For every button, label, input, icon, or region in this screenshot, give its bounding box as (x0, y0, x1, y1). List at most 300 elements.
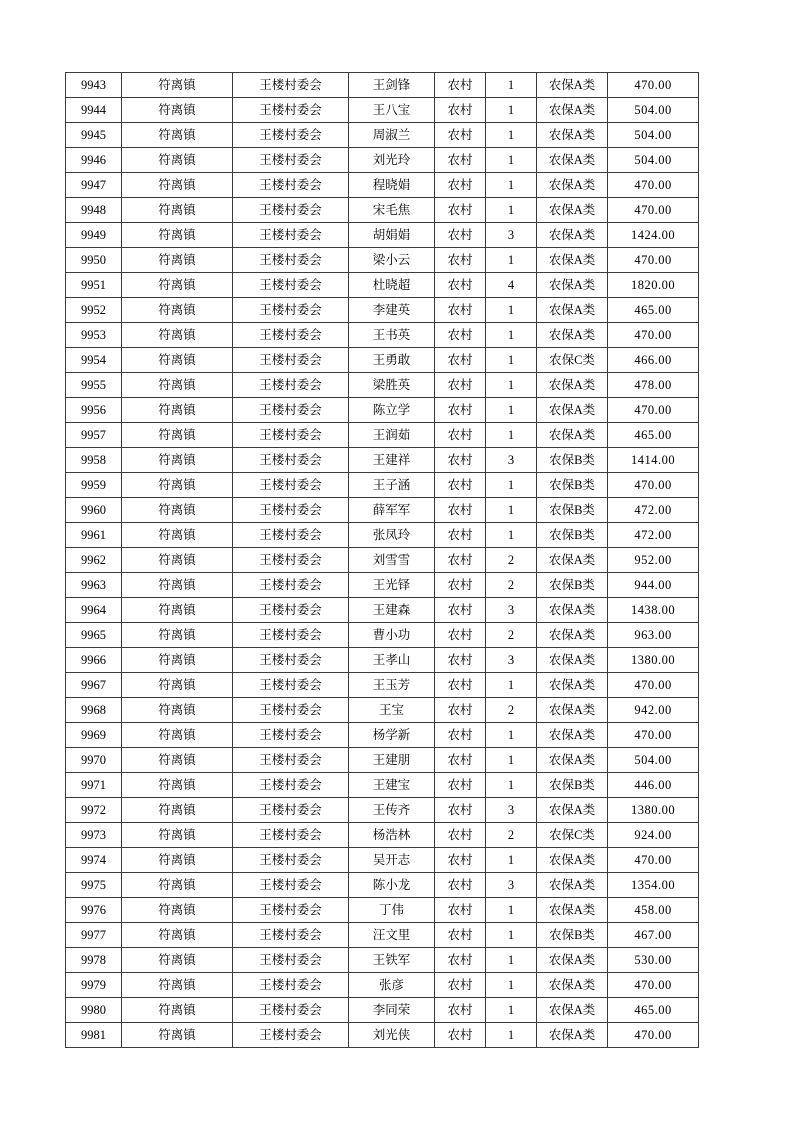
cell-town: 符离镇 (122, 848, 233, 873)
cell-village_committee: 王楼村委会 (233, 373, 349, 398)
cell-village_committee: 王楼村委会 (233, 848, 349, 873)
cell-serial: 9972 (66, 798, 122, 823)
cell-amount: 470.00 (608, 848, 699, 873)
cell-town: 符离镇 (122, 773, 233, 798)
cell-village_committee: 王楼村委会 (233, 548, 349, 573)
cell-insurance_category: 农保B类 (537, 573, 608, 598)
cell-person_count: 1 (486, 373, 537, 398)
cell-town: 符离镇 (122, 873, 233, 898)
cell-village_committee: 王楼村委会 (233, 598, 349, 623)
cell-amount: 470.00 (608, 198, 699, 223)
table-row (66, 673, 699, 698)
cell-amount: 504.00 (608, 98, 699, 123)
cell-serial: 9960 (66, 498, 122, 523)
cell-amount: 470.00 (608, 473, 699, 498)
cell-serial: 9967 (66, 673, 122, 698)
cell-insurance_category: 农保B类 (537, 448, 608, 473)
cell-person_count: 1 (486, 848, 537, 873)
cell-village_committee: 王楼村委会 (233, 448, 349, 473)
cell-name: 王建祥 (349, 448, 435, 473)
cell-amount: 458.00 (608, 898, 699, 923)
cell-residence_type: 农村 (435, 198, 486, 223)
cell-residence_type: 农村 (435, 123, 486, 148)
cell-person_count: 1 (486, 123, 537, 148)
cell-residence_type: 农村 (435, 448, 486, 473)
cell-amount: 530.00 (608, 948, 699, 973)
cell-insurance_category: 农保A类 (537, 548, 608, 573)
table-row (66, 248, 699, 273)
cell-insurance_category: 农保A类 (537, 648, 608, 673)
cell-person_count: 1 (486, 948, 537, 973)
cell-town: 符离镇 (122, 373, 233, 398)
cell-residence_type: 农村 (435, 923, 486, 948)
cell-name: 王传齐 (349, 798, 435, 823)
cell-insurance_category: 农保A类 (537, 598, 608, 623)
cell-name: 王建宝 (349, 773, 435, 798)
cell-name: 程晓娟 (349, 173, 435, 198)
table-row (66, 698, 699, 723)
cell-amount: 470.00 (608, 723, 699, 748)
table-row (66, 348, 699, 373)
cell-residence_type: 农村 (435, 723, 486, 748)
cell-residence_type: 农村 (435, 773, 486, 798)
cell-village_committee: 王楼村委会 (233, 948, 349, 973)
cell-town: 符离镇 (122, 623, 233, 648)
cell-serial: 9966 (66, 648, 122, 673)
cell-person_count: 1 (486, 523, 537, 548)
cell-insurance_category: 农保B类 (537, 773, 608, 798)
cell-person_count: 1 (486, 323, 537, 348)
cell-village_committee: 王楼村委会 (233, 498, 349, 523)
cell-serial: 9964 (66, 598, 122, 623)
cell-insurance_category: 农保A类 (537, 198, 608, 223)
cell-amount: 504.00 (608, 123, 699, 148)
cell-serial: 9979 (66, 973, 122, 998)
cell-village_committee: 王楼村委会 (233, 323, 349, 348)
table-row (66, 473, 699, 498)
cell-name: 王八宝 (349, 98, 435, 123)
cell-town: 符离镇 (122, 1023, 233, 1048)
cell-village_committee: 王楼村委会 (233, 873, 349, 898)
cell-serial: 9976 (66, 898, 122, 923)
cell-serial: 9980 (66, 998, 122, 1023)
cell-town: 符离镇 (122, 198, 233, 223)
cell-amount: 942.00 (608, 698, 699, 723)
cell-village_committee: 王楼村委会 (233, 198, 349, 223)
cell-name: 梁小云 (349, 248, 435, 273)
cell-amount: 504.00 (608, 148, 699, 173)
cell-village_committee: 王楼村委会 (233, 723, 349, 748)
cell-town: 符离镇 (122, 598, 233, 623)
cell-village_committee: 王楼村委会 (233, 223, 349, 248)
table-row (66, 948, 699, 973)
cell-residence_type: 农村 (435, 248, 486, 273)
cell-amount: 472.00 (608, 498, 699, 523)
cell-town: 符离镇 (122, 523, 233, 548)
cell-name: 汪文里 (349, 923, 435, 948)
cell-person_count: 2 (486, 698, 537, 723)
cell-person_count: 1 (486, 1023, 537, 1048)
cell-serial: 9975 (66, 873, 122, 898)
cell-name: 王铁军 (349, 948, 435, 973)
cell-name: 陈小龙 (349, 873, 435, 898)
table-row (66, 823, 699, 848)
cell-village_committee: 王楼村委会 (233, 998, 349, 1023)
cell-name: 王宝 (349, 698, 435, 723)
table-row (66, 773, 699, 798)
cell-person_count: 2 (486, 548, 537, 573)
table-row (66, 98, 699, 123)
cell-residence_type: 农村 (435, 798, 486, 823)
cell-insurance_category: 农保B类 (537, 498, 608, 523)
cell-amount: 1424.00 (608, 223, 699, 248)
cell-amount: 466.00 (608, 348, 699, 373)
cell-residence_type: 农村 (435, 748, 486, 773)
cell-person_count: 3 (486, 448, 537, 473)
cell-village_committee: 王楼村委会 (233, 173, 349, 198)
cell-insurance_category: 农保A类 (537, 123, 608, 148)
cell-village_committee: 王楼村委会 (233, 148, 349, 173)
cell-village_committee: 王楼村委会 (233, 523, 349, 548)
cell-residence_type: 农村 (435, 673, 486, 698)
cell-name: 杨浩林 (349, 823, 435, 848)
cell-serial: 9962 (66, 548, 122, 573)
cell-village_committee: 王楼村委会 (233, 823, 349, 848)
cell-insurance_category: 农保A类 (537, 948, 608, 973)
cell-town: 符离镇 (122, 698, 233, 723)
cell-amount: 467.00 (608, 923, 699, 948)
cell-village_committee: 王楼村委会 (233, 573, 349, 598)
table-row (66, 748, 699, 773)
cell-name: 刘雪雪 (349, 548, 435, 573)
cell-person_count: 2 (486, 623, 537, 648)
cell-village_committee: 王楼村委会 (233, 298, 349, 323)
table-row (66, 198, 699, 223)
cell-name: 王剑锋 (349, 73, 435, 98)
cell-serial: 9952 (66, 298, 122, 323)
cell-serial: 9955 (66, 373, 122, 398)
cell-residence_type: 农村 (435, 1023, 486, 1048)
cell-person_count: 1 (486, 173, 537, 198)
cell-residence_type: 农村 (435, 523, 486, 548)
cell-name: 王润茹 (349, 423, 435, 448)
table-row (66, 173, 699, 198)
cell-amount: 470.00 (608, 673, 699, 698)
table-row (66, 873, 699, 898)
cell-serial: 9949 (66, 223, 122, 248)
cell-town: 符离镇 (122, 898, 233, 923)
cell-person_count: 4 (486, 273, 537, 298)
table-row (66, 598, 699, 623)
table-row (66, 923, 699, 948)
cell-town: 符离镇 (122, 748, 233, 773)
pension-payment-table-body (66, 73, 699, 1048)
cell-person_count: 1 (486, 348, 537, 373)
cell-town: 符离镇 (122, 823, 233, 848)
cell-residence_type: 农村 (435, 73, 486, 98)
cell-person_count: 1 (486, 723, 537, 748)
cell-serial: 9957 (66, 423, 122, 448)
cell-insurance_category: 农保B类 (537, 923, 608, 948)
table-row (66, 73, 699, 98)
cell-village_committee: 王楼村委会 (233, 248, 349, 273)
cell-serial: 9947 (66, 173, 122, 198)
cell-name: 张彦 (349, 973, 435, 998)
cell-insurance_category: 农保A类 (537, 73, 608, 98)
cell-town: 符离镇 (122, 323, 233, 348)
cell-insurance_category: 农保A类 (537, 973, 608, 998)
cell-town: 符离镇 (122, 673, 233, 698)
cell-serial: 9963 (66, 573, 122, 598)
cell-amount: 446.00 (608, 773, 699, 798)
table-row (66, 398, 699, 423)
cell-amount: 963.00 (608, 623, 699, 648)
cell-insurance_category: 农保C类 (537, 823, 608, 848)
table-row (66, 523, 699, 548)
cell-town: 符离镇 (122, 98, 233, 123)
cell-person_count: 2 (486, 573, 537, 598)
cell-town: 符离镇 (122, 448, 233, 473)
cell-insurance_category: 农保A类 (537, 623, 608, 648)
cell-village_committee: 王楼村委会 (233, 898, 349, 923)
cell-residence_type: 农村 (435, 573, 486, 598)
table-row (66, 373, 699, 398)
cell-insurance_category: 农保A类 (537, 423, 608, 448)
cell-name: 刘光侠 (349, 1023, 435, 1048)
cell-person_count: 2 (486, 823, 537, 848)
cell-village_committee: 王楼村委会 (233, 623, 349, 648)
cell-town: 符离镇 (122, 998, 233, 1023)
cell-town: 符离镇 (122, 798, 233, 823)
cell-insurance_category: 农保A类 (537, 373, 608, 398)
cell-town: 符离镇 (122, 173, 233, 198)
cell-serial: 9954 (66, 348, 122, 373)
cell-serial: 9978 (66, 948, 122, 973)
cell-insurance_category: 农保A类 (537, 173, 608, 198)
cell-residence_type: 农村 (435, 173, 486, 198)
cell-serial: 9945 (66, 123, 122, 148)
cell-amount: 470.00 (608, 323, 699, 348)
cell-person_count: 1 (486, 898, 537, 923)
cell-insurance_category: 农保C类 (537, 348, 608, 373)
cell-person_count: 1 (486, 298, 537, 323)
cell-town: 符离镇 (122, 298, 233, 323)
cell-serial: 9959 (66, 473, 122, 498)
cell-person_count: 1 (486, 98, 537, 123)
cell-insurance_category: 农保A类 (537, 223, 608, 248)
cell-serial: 9974 (66, 848, 122, 873)
cell-insurance_category: 农保A类 (537, 748, 608, 773)
cell-residence_type: 农村 (435, 348, 486, 373)
cell-person_count: 1 (486, 673, 537, 698)
cell-name: 梁胜英 (349, 373, 435, 398)
cell-town: 符离镇 (122, 573, 233, 598)
table-row (66, 423, 699, 448)
cell-town: 符离镇 (122, 123, 233, 148)
cell-name: 王书英 (349, 323, 435, 348)
cell-serial: 9943 (66, 73, 122, 98)
cell-village_committee: 王楼村委会 (233, 423, 349, 448)
cell-person_count: 1 (486, 473, 537, 498)
cell-amount: 470.00 (608, 973, 699, 998)
cell-person_count: 3 (486, 223, 537, 248)
cell-person_count: 1 (486, 248, 537, 273)
cell-residence_type: 农村 (435, 848, 486, 873)
cell-village_committee: 王楼村委会 (233, 348, 349, 373)
table-row (66, 848, 699, 873)
cell-residence_type: 农村 (435, 623, 486, 648)
cell-serial: 9965 (66, 623, 122, 648)
table-row (66, 298, 699, 323)
cell-serial: 9961 (66, 523, 122, 548)
cell-name: 李同荣 (349, 998, 435, 1023)
cell-village_committee: 王楼村委会 (233, 1023, 349, 1048)
table-row (66, 1023, 699, 1048)
cell-person_count: 3 (486, 798, 537, 823)
cell-town: 符离镇 (122, 148, 233, 173)
cell-village_committee: 王楼村委会 (233, 98, 349, 123)
cell-insurance_category: 农保A类 (537, 1023, 608, 1048)
cell-serial: 9953 (66, 323, 122, 348)
cell-insurance_category: 农保A类 (537, 673, 608, 698)
cell-serial: 9951 (66, 273, 122, 298)
cell-town: 符离镇 (122, 248, 233, 273)
cell-name: 杜晓超 (349, 273, 435, 298)
cell-town: 符离镇 (122, 948, 233, 973)
cell-residence_type: 农村 (435, 423, 486, 448)
cell-residence_type: 农村 (435, 273, 486, 298)
cell-amount: 470.00 (608, 1023, 699, 1048)
cell-village_committee: 王楼村委会 (233, 923, 349, 948)
cell-residence_type: 农村 (435, 548, 486, 573)
cell-person_count: 3 (486, 873, 537, 898)
cell-residence_type: 农村 (435, 98, 486, 123)
cell-residence_type: 农村 (435, 498, 486, 523)
cell-town: 符离镇 (122, 473, 233, 498)
cell-person_count: 1 (486, 923, 537, 948)
cell-residence_type: 农村 (435, 698, 486, 723)
cell-person_count: 1 (486, 398, 537, 423)
table-row (66, 448, 699, 473)
cell-village_committee: 王楼村委会 (233, 973, 349, 998)
cell-town: 符离镇 (122, 648, 233, 673)
cell-residence_type: 农村 (435, 598, 486, 623)
cell-village_committee: 王楼村委会 (233, 648, 349, 673)
cell-name: 李建英 (349, 298, 435, 323)
cell-residence_type: 农村 (435, 223, 486, 248)
cell-village_committee: 王楼村委会 (233, 398, 349, 423)
cell-town: 符离镇 (122, 423, 233, 448)
cell-insurance_category: 农保A类 (537, 273, 608, 298)
cell-name: 丁伟 (349, 898, 435, 923)
cell-name: 张凤玲 (349, 523, 435, 548)
cell-serial: 9956 (66, 398, 122, 423)
cell-residence_type: 农村 (435, 873, 486, 898)
cell-amount: 465.00 (608, 423, 699, 448)
cell-town: 符离镇 (122, 548, 233, 573)
table-row (66, 498, 699, 523)
cell-insurance_category: 农保A类 (537, 298, 608, 323)
cell-town: 符离镇 (122, 348, 233, 373)
cell-insurance_category: 农保A类 (537, 873, 608, 898)
cell-village_committee: 王楼村委会 (233, 73, 349, 98)
cell-amount: 470.00 (608, 248, 699, 273)
cell-serial: 9948 (66, 198, 122, 223)
cell-amount: 944.00 (608, 573, 699, 598)
cell-serial: 9971 (66, 773, 122, 798)
cell-residence_type: 农村 (435, 973, 486, 998)
cell-amount: 478.00 (608, 373, 699, 398)
cell-insurance_category: 农保A类 (537, 248, 608, 273)
cell-village_committee: 王楼村委会 (233, 673, 349, 698)
cell-village_committee: 王楼村委会 (233, 748, 349, 773)
cell-residence_type: 农村 (435, 148, 486, 173)
cell-name: 陈立学 (349, 398, 435, 423)
table-row (66, 548, 699, 573)
cell-person_count: 1 (486, 773, 537, 798)
cell-insurance_category: 农保A类 (537, 898, 608, 923)
cell-person_count: 1 (486, 423, 537, 448)
cell-residence_type: 农村 (435, 998, 486, 1023)
cell-person_count: 1 (486, 998, 537, 1023)
cell-amount: 470.00 (608, 73, 699, 98)
cell-insurance_category: 农保A类 (537, 848, 608, 873)
cell-amount: 1414.00 (608, 448, 699, 473)
table-row (66, 648, 699, 673)
cell-insurance_category: 农保A类 (537, 98, 608, 123)
cell-residence_type: 农村 (435, 948, 486, 973)
cell-amount: 470.00 (608, 398, 699, 423)
cell-name: 王建朋 (349, 748, 435, 773)
cell-person_count: 1 (486, 73, 537, 98)
cell-amount: 504.00 (608, 748, 699, 773)
table-row (66, 973, 699, 998)
cell-serial: 9973 (66, 823, 122, 848)
cell-name: 王子涵 (349, 473, 435, 498)
table-row (66, 723, 699, 748)
cell-person_count: 1 (486, 748, 537, 773)
table-row (66, 223, 699, 248)
cell-insurance_category: 农保A类 (537, 398, 608, 423)
cell-amount: 1820.00 (608, 273, 699, 298)
cell-residence_type: 农村 (435, 898, 486, 923)
table-row (66, 798, 699, 823)
cell-name: 王建森 (349, 598, 435, 623)
cell-amount: 1380.00 (608, 648, 699, 673)
cell-residence_type: 农村 (435, 398, 486, 423)
cell-residence_type: 农村 (435, 473, 486, 498)
table-row (66, 573, 699, 598)
cell-name: 王勇敢 (349, 348, 435, 373)
cell-serial: 9969 (66, 723, 122, 748)
cell-name: 王玉芳 (349, 673, 435, 698)
cell-name: 宋毛焦 (349, 198, 435, 223)
cell-insurance_category: 农保A类 (537, 798, 608, 823)
cell-name: 胡娟娟 (349, 223, 435, 248)
cell-person_count: 1 (486, 198, 537, 223)
table-row (66, 123, 699, 148)
cell-person_count: 1 (486, 973, 537, 998)
cell-name: 吴开志 (349, 848, 435, 873)
cell-person_count: 1 (486, 148, 537, 173)
cell-village_committee: 王楼村委会 (233, 473, 349, 498)
cell-person_count: 1 (486, 498, 537, 523)
cell-residence_type: 农村 (435, 298, 486, 323)
table-row (66, 273, 699, 298)
cell-name: 曹小功 (349, 623, 435, 648)
cell-name: 薛军军 (349, 498, 435, 523)
cell-amount: 924.00 (608, 823, 699, 848)
